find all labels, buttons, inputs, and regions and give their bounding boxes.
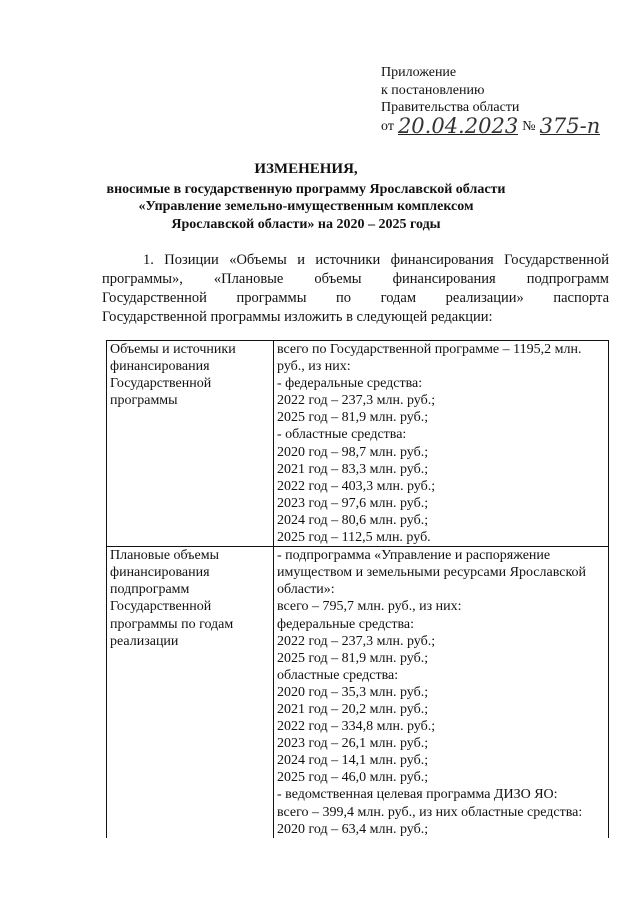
appendix-line2: к постановлению [381,82,485,98]
row-label-cell [107,341,274,547]
appendix-title: Приложение [381,65,457,80]
cell-line: всего – 399,4 млн. руб., из них областные средства: [277,804,583,820]
cell-line: руб., из них: [277,359,351,375]
row-label-cell [107,547,274,838]
cell-line: - ведомственная целевая программа ДИЗО ЯО: [277,787,558,803]
cell-line: программы [110,393,178,409]
financing-table [106,340,609,838]
handwritten-date: 20.04.2023 [397,114,519,138]
heading-line3: «Управление земельно-имущественным комплексом [138,199,474,214]
cell-line: - областные средства: [277,427,407,443]
row-value-cell [274,341,609,547]
cell-line: подпрограмм [110,582,190,598]
cell-line: 2020 год – 35,3 млн. руб.; [277,684,429,700]
cell-line: области»: [277,582,335,598]
cell-line: финансирования [110,565,210,581]
cell-line: - подпрограмма «Управление и распоряжение [277,548,551,564]
row-value-cell [274,547,609,838]
cell-line: Плановые объемы [110,548,220,564]
cell-line: 2022 год – 334,8 млн. руб.; [277,719,436,735]
body-paragraph [102,251,609,327]
appendix-date-line [381,114,601,138]
cell-line: всего – 795,7 млн. руб., из них: [277,599,462,615]
cell-line: Государственной [110,376,212,392]
cell-line: - федеральные средства: [277,376,423,392]
heading-line2: вносимые в государственную программу Ярославской области [106,181,506,197]
table-row [107,341,609,547]
heading-line4: Ярославской области» на 2020 – 2025 годы [171,216,441,232]
table-row [107,547,609,838]
cell-line: 2020 год – 63,4 млн. руб.; [277,821,429,837]
cell-line: 2025 год – 81,9 млн. руб.; [277,650,429,666]
cell-line: Объемы и источники [110,342,236,357]
paragraph-line: Государственной программы по годам реализации» паспорта [102,290,609,306]
cell-line: 2022 год – 237,3 млн. руб.; [277,633,436,649]
date-prefix: от [381,118,394,134]
cell-line: 2025 год – 112,5 млн. руб. [277,530,431,546]
document-heading [102,161,510,233]
cell-line: 2020 год – 98,7 млн. руб.; [277,444,429,460]
cell-line: областные средства: [277,667,399,683]
cell-line: реализации [110,633,179,649]
cell-line: 2023 год – 26,1 млн. руб.; [277,736,429,752]
cell-line: 2022 год – 403,3 млн. руб.; [277,478,436,494]
appendix-block [381,64,601,138]
paragraph-line: 1. Позиции «Объемы и источники финансирования Государственной [143,252,609,268]
cell-line: финансирования [110,359,210,375]
cell-line: программы по годам [110,616,234,632]
heading-title: ИЗМЕНЕНИЯ, [254,161,358,177]
cell-line: Государственной [110,599,212,615]
cell-line: 2025 год – 46,0 млн. руб.; [277,770,429,786]
number-prefix: № [522,118,536,134]
cell-line: 2023 год – 97,6 млн. руб.; [277,495,429,511]
cell-line: всего по Государственной программе – 1195,2 млн. [277,342,582,357]
cell-line: федеральные средства: [277,616,414,632]
cell-line: 2022 год – 237,3 млн. руб.; [277,393,436,409]
appendix-line3: Правительства области [381,100,520,115]
paragraph-line: программы», «Плановые объемы финансирования подпрограмм [102,271,609,287]
cell-line: 2021 год – 83,3 млн. руб.; [277,461,429,477]
cell-line: 2025 год – 81,9 млн. руб.; [277,410,429,426]
cell-line: имуществом и земельными ресурсами Ярославской [277,565,587,581]
paragraph-line: Государственной программы изложить в следующей редакции: [102,309,493,325]
handwritten-number: 375-п [539,114,601,138]
cell-line: 2024 год – 80,6 млн. руб.; [277,512,429,528]
cell-line: 2021 год – 20,2 млн. руб.; [277,701,429,717]
cell-line: 2024 год – 14,1 млн. руб.; [277,753,429,769]
